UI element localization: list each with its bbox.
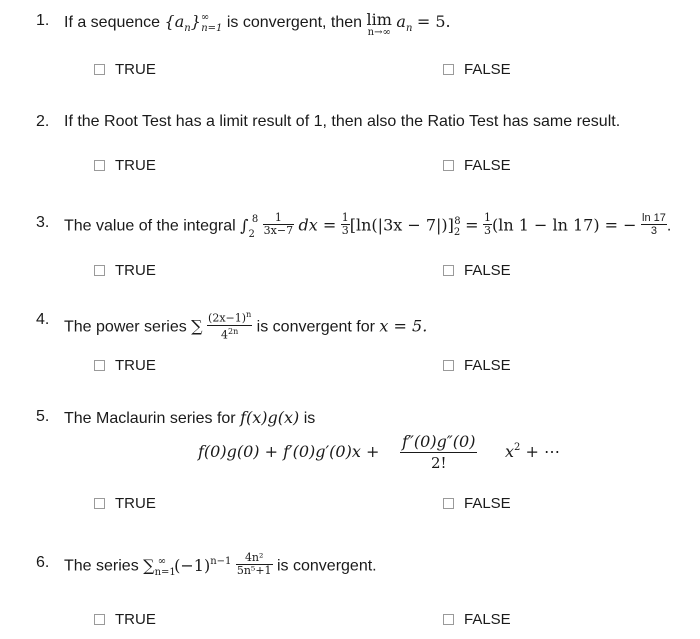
checkbox-icon[interactable] <box>443 160 454 171</box>
option-true-q1[interactable]: TRUE <box>94 61 156 78</box>
checkbox-icon[interactable] <box>94 360 105 371</box>
option-false-q3[interactable]: FALSE <box>443 262 511 279</box>
question-number: 1. <box>36 12 50 29</box>
question-text: The value of the integral $\int_2^8$ $\frac{1}{3x-7}$ dx = $\frac{1}{3}$ $[\ln(|3x - 7|)]_2^8$ = $\frac{1}{3}$ (ln 1 − ln 17) = − $\frac{\ln 17}{3}$ . <box>64 211 672 240</box>
checkbox-icon[interactable] <box>443 64 454 75</box>
question-text: The power series ∑ $\frac{(2x-1)^n}{4^{2n}}$ is convergent for x = 5. <box>64 310 428 342</box>
option-false-q6[interactable]: FALSE <box>443 611 511 628</box>
question-text: If a sequence $\{a_n\}^\infty_{n=1}$ is convergent, then lim n→∞ $a_n = 5$. <box>64 10 451 38</box>
option-true-q2[interactable]: TRUE <box>94 157 156 174</box>
question-text: The Maclaurin series for f(x)g(x) is <box>64 408 316 427</box>
question-text: If the Root Test has a limit result of 1, then also the Ratio Test has same result. <box>64 113 621 130</box>
checkbox-icon[interactable] <box>94 265 105 276</box>
option-false-q4[interactable]: FALSE <box>443 357 511 374</box>
checkbox-icon[interactable] <box>94 160 105 171</box>
checkbox-icon[interactable] <box>94 614 105 625</box>
option-false-q1[interactable]: FALSE <box>443 61 511 78</box>
checkbox-icon[interactable] <box>443 614 454 625</box>
checkbox-icon[interactable] <box>94 64 105 75</box>
option-false-q5[interactable]: FALSE <box>443 495 511 512</box>
question-number: 2. <box>36 113 50 130</box>
option-true-q6[interactable]: TRUE <box>94 611 156 628</box>
option-false-q2[interactable]: FALSE <box>443 157 511 174</box>
option-true-q3[interactable]: TRUE <box>94 262 156 279</box>
option-true-q4[interactable]: TRUE <box>94 357 156 374</box>
question-number: 4. <box>36 311 50 328</box>
checkbox-icon[interactable] <box>443 265 454 276</box>
question-number: 6. <box>36 554 50 571</box>
checkbox-icon[interactable] <box>443 498 454 509</box>
checkbox-icon[interactable] <box>94 498 105 509</box>
option-true-q5[interactable]: TRUE <box>94 495 156 512</box>
question-text: The series $\sum_{n=1}^\infty$ $(-1)^{n-1}$ $\frac{\text{4n²}}{\text{5n⁵+1}}$ is convergent. <box>64 551 377 578</box>
checkbox-icon[interactable] <box>443 360 454 371</box>
question-number: 3. <box>36 214 50 231</box>
question-number: 5. <box>36 408 50 425</box>
